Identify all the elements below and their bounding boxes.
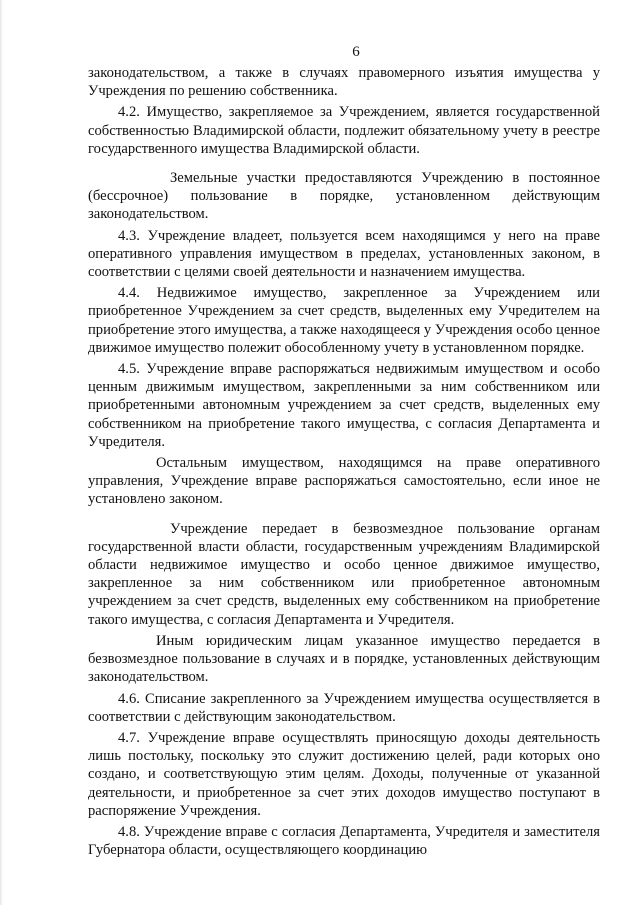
- paragraph-4-5: 4.5. Учреждение вправе распоряжаться недвижимым имуществом и особо ценным движимым имуществом, закрепленными за ним собственником или приобретенными автономным учреждением за счет средств, выделенных ему собственником на приобретение такого имущества, с согласия Департамента и Учредителя.: [88, 361, 600, 450]
- paragraph-land-plots: Земельные участки предоставляются Учреждению в постоянное (бессрочное) пользование в порядке, установленном действующим законодательством.: [88, 170, 600, 223]
- scan-edge: [0, 0, 3, 905]
- page-number: 6: [352, 44, 360, 60]
- paragraph-4-7: 4.7. Учреждение вправе осуществлять приносящую доходы деятельность лишь постольку, поскольку это служит достижению целей, ради которых оно создано, и соответствующую этим целям. Доходы, полученные от указанной деятельности, и приобретенное за счет этих доходов имущество поступают в распоряжение Учреждения.: [88, 729, 600, 819]
- paragraph-other-property: Остальным имуществом, находящимся на праве оперативного управления, Учреждение вправе распоряжаться самостоятельно, если иное не установлено законом.: [88, 455, 600, 508]
- paragraph-free-use: Учреждение передает в безвозмездное пользование органам государственной власти области, государственным учреждениям Владимирской области недвижимое имущество и особо ценное движимое имущество, закрепленное за ним собственником или приобретенное автономным учреждением за счет средств, выделенных ему собственником на приобретение такого имущества, с согласия Департамента и Учредителя.: [88, 520, 600, 628]
- paragraph-4-3: 4.3. Учреждение владеет, пользуется всем находящимся у него на праве оперативного управления имуществом в пределах, установленных законом, в соответствии с целями своей деятельности и назначением имущества.: [88, 227, 600, 281]
- paragraph-gap: [88, 161, 600, 169]
- paragraph-other-entities: Иным юридическим лицам указанное имущество передается в безвозмездное пользование в случаях и в порядке, установленных действующим законодательством.: [88, 632, 600, 686]
- paragraph-continuation: законодательством, а также в случаях правомерного изъятия имущества у Учреждения по решению собственника.: [88, 65, 600, 100]
- paragraph-4-4: 4.4. Недвижимое имущество, закрепленное за Учреждением или приобретенное Учреждением за счет средств, выделенных ему Учредителем на приобретение этого имущества, а также находящееся у Учреждения особо ценное движимое имущество полежит обособленному учету в установленном порядке.: [88, 285, 600, 356]
- paragraph-4-6: 4.6. Списание закрепленного за Учреждением имущества осуществляется в соответствии с действующим законодательством.: [88, 690, 600, 725]
- paragraph-4-2: 4.2. Имущество, закрепляемое за Учреждением, является государственной собственностью Владимирской области, подлежит обязательному учету в реестре государственного имущества Владимирской области.: [88, 104, 600, 157]
- paragraph-gap: [88, 512, 600, 520]
- paragraph-4-8: 4.8. Учреждение вправе с согласия Департамента, Учредителя и заместителя Губернатора области, осуществляющего координацию: [88, 823, 600, 859]
